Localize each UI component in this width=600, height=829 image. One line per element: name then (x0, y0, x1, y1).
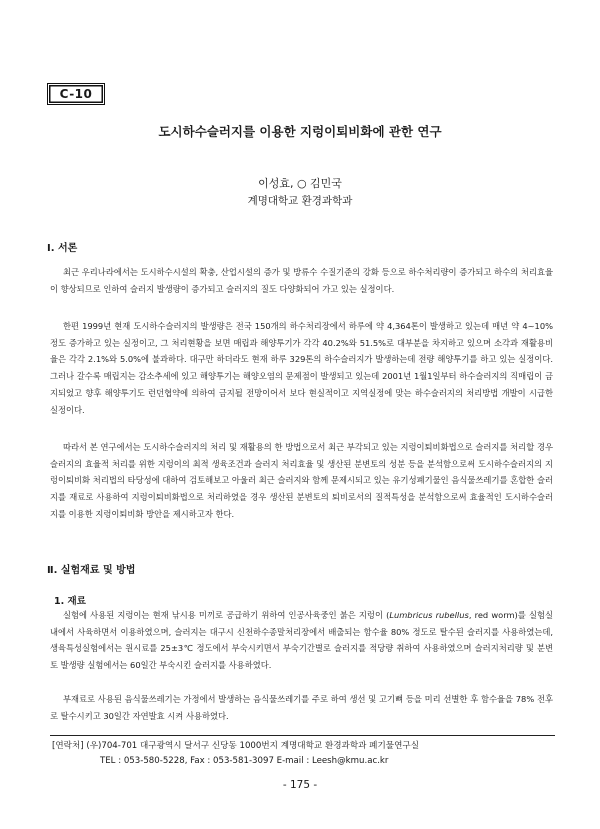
contact-phone-email: TEL : 053-580-5228, Fax : 053-581-3097 E-mail : Leesh@kmu.ac.kr (100, 756, 389, 766)
intro-paragraph-3: 따라서 본 연구에서는 도시하수슬러지의 처리 및 재활용의 한 방법으로서 최근 부각되고 있는 지렁이퇴비화법으로 슬러지를 처리할 경우 슬러지의 효율적 처리를 위한 지렁이의 최적 생육조건과 슬러지 처리효율 및 생산된 분변토의 성분 등을 분석함으로써 도시하수슬러지의 지렁이퇴비화 처리법의 타당성에 대하여 검토해보고 아울러 최근 슬러지와 함께 문제시되고 있는 유기성폐기물인 음식물쓰레기를 혼합한 슬러지를 재료로 사용하여 지렁이퇴비화법으로 처리하였을 경우 생산된 분변토의 퇴비로서의 질적특성을 분석함으로써 효율적인 도시하수슬러지를 이용한 지렁이퇴비화 방안을 제시하고자 한다. (50, 442, 553, 519)
species-name: Lumbricus rubellus (389, 610, 469, 620)
author-line (0, 175, 600, 191)
methods-p1-start: 실험에 사용된 지렁이는 현재 낚시용 미끼로 공급하기 위하여 인공사육중인 붉은 지렁이 ( (63, 610, 390, 620)
affiliation: 계명대학교 환경과학과 (247, 195, 353, 207)
subsection-heading-materials: 1. 재료 (54, 596, 86, 607)
section-heading-intro: Ⅰ. 서론 (47, 243, 78, 254)
intro-paragraph-2: 한편 1999년 현재 도시하수슬러지의 발생량은 전국 150개의 하수처리장에서 하루에 약 4,364톤이 발생하고 있는데 매년 약 4~10% 정도 증가하고 있는 실정이고, 그 처리현황을 보면 매립과 해양투기가 각각 40.2%와 51.5%로 대부분을 차지하고 있으며 소각과 재활용비율은 각각 2.1%와 5.0%에 불과하다. 대구만 하더라도 현재 하루 329톤의 하수슬러지가 발생하는데 전량 해양투기를 하고 있는 실정이다. 그러나 갈수록 매립지는 감소추세에 있고 해양투기는 해양오염의 문제점이 발생되고 있는데 2001년 1월1일부터 하수슬러지의 직매립이 금지되었고 향후 해양투기도 런던협약에 의하여 금지될 전망이어서 보다 현실적이고 지역실정에 맞는 하수슬러지의 처리방법 개발이 시급한 실정이다. (50, 321, 553, 415)
contact-address: [연락처] (우)704-701 대구광역시 달서구 신당동 1000번지 계명대학교 환경과학과 폐기물연구실 (52, 741, 419, 751)
page-number: - 175 - (282, 779, 318, 791)
presenter-marker: ○ (296, 177, 307, 190)
author-first: 이성효, (258, 177, 294, 190)
footer-divider (50, 735, 555, 736)
author-second: 김민국 (310, 177, 342, 190)
methods-paragraph-1 (50, 607, 553, 674)
methods-paragraph-2: 부재료로 사용된 음식물쓰레기는 가정에서 발생하는 음식물쓰레기를 주로 하여 생선 및 고기뼈 등을 미리 선별한 후 함수율을 78% 전후로 탈수시키고 30일간 자연발효 시켜 사용하였다. (50, 694, 553, 721)
paper-title: 도시하수슬러지를 이용한 지렁이퇴비화에 관한 연구 (158, 124, 442, 139)
section-heading-methods: Ⅱ. 실험재료 및 방법 (47, 565, 136, 576)
session-code-box: C-10 (47, 83, 105, 105)
intro-paragraph-1: 최근 우리나라에서는 도시하수시설의 확충, 산업시설의 증가 및 방류수 수질기준의 강화 등으로 하수처리량이 증가되고 하수의 처리효율이 향상되므로 인하여 슬러지 발생량이 증가되고 슬러지의 질도 다양화되어 가고 있는 실정이다. (50, 267, 553, 294)
methods-p1-rest: , red worm)를 실험실내에서 사육하면서 이용하였으며, 슬러지는 대구시 신천하수종말처리장에서 배출되는 함수율 80% 정도로 탈수된 슬러지를 사용하였는데, 생육특성실험에서는 원시료를 25±3℃ 정도에서 부숙시키면서 부숙기간별로 슬러지를 적당량 취하여 사용하였으며 슬러지처리량 및 분변토 발생량 실험에서는 60일간 부숙시킨 슬러지를 사용하였다. (50, 610, 553, 671)
